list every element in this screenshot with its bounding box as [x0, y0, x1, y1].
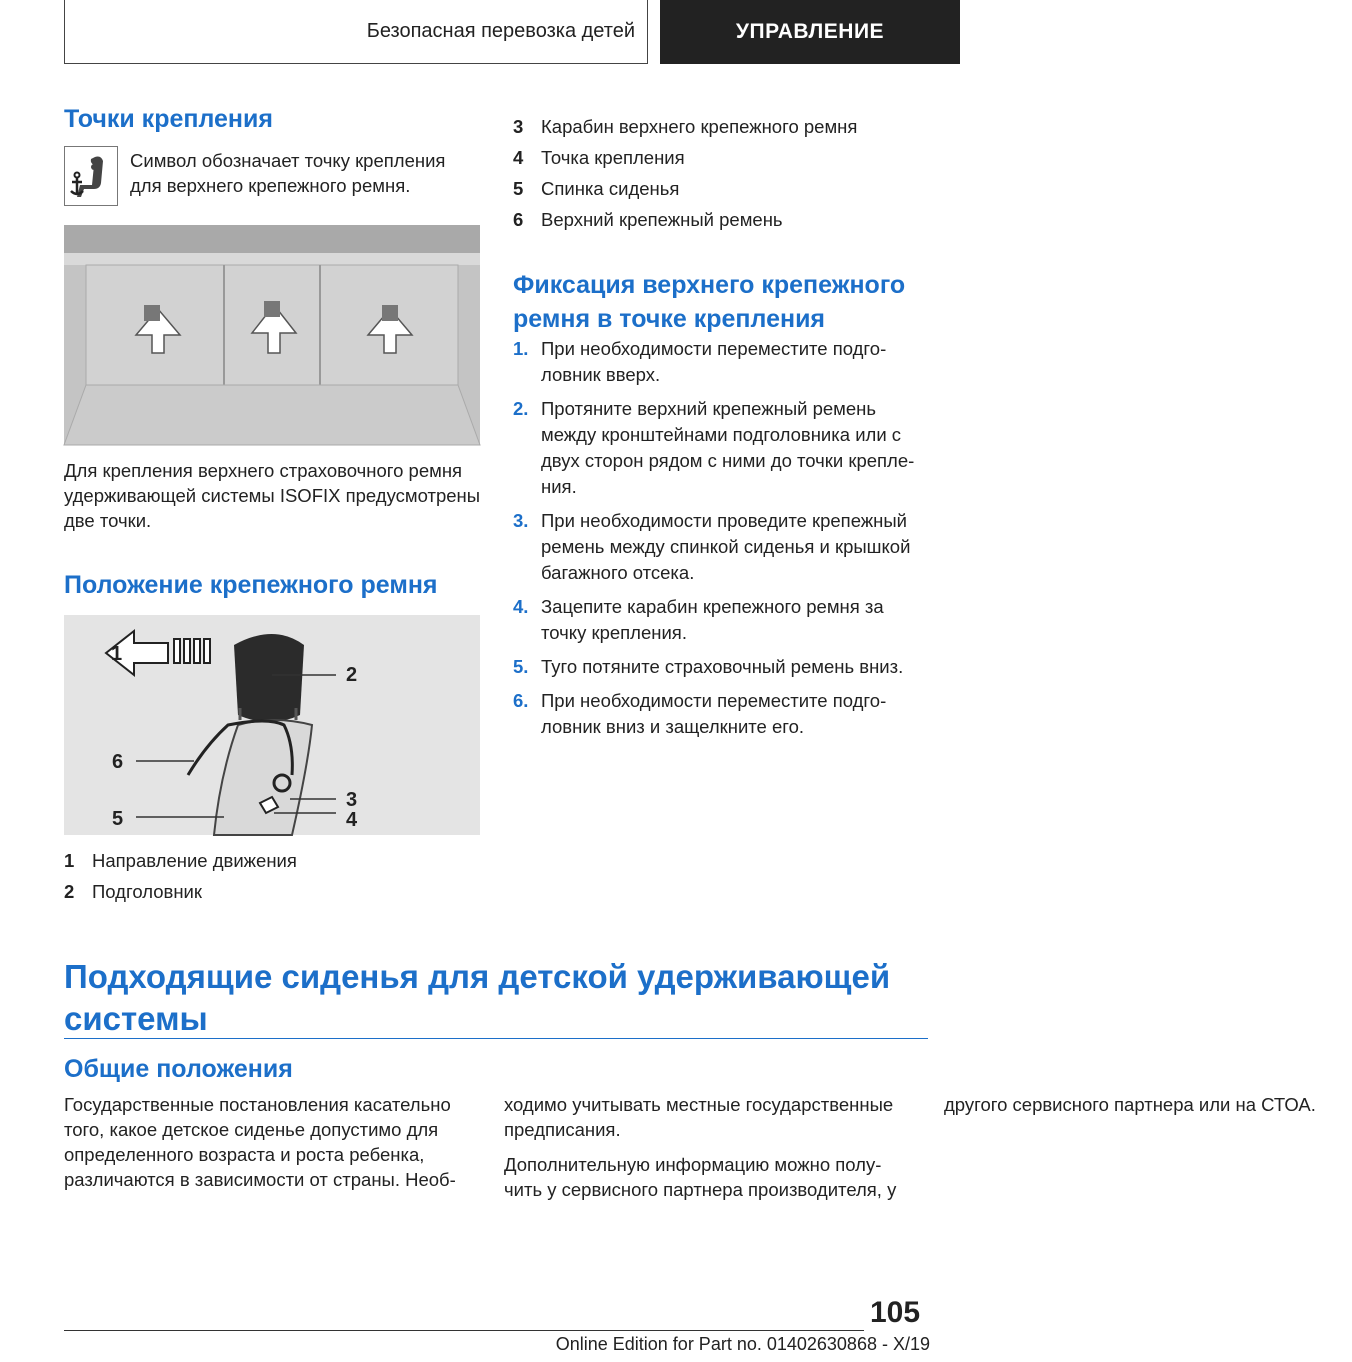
- list-item: 3. При необходимости проведите крепежный ремень между спинкой сиденья и крышкой багажного отсека.: [513, 510, 911, 583]
- headrest-strap-diagram: [64, 615, 480, 835]
- anchor-points-heading: Точки крепления: [64, 105, 273, 133]
- section-title: Безопасная перевозка детей: [366, 20, 635, 42]
- list-item: 5 Спинка сиденья: [513, 178, 680, 199]
- general-provisions-heading: Общие положения: [64, 1055, 293, 1083]
- figure-label-6: 6: [112, 751, 124, 773]
- legend-list-left: [64, 848, 480, 910]
- general-provisions-text: [64, 1092, 1316, 1212]
- list-item: 4 Точка крепления: [513, 147, 685, 168]
- list-item: 2 Подголовник: [64, 881, 202, 902]
- section-divider: [64, 1038, 928, 1039]
- figure-label-2: 2: [346, 664, 358, 686]
- isofix-paragraph: Для крепления верхнего страховочного ремня удерживающей системы ISOFIX предусмотрены две точки.: [64, 460, 481, 531]
- edition-note: Online Edition for Part no. 01402630868 - X/19: [555, 1334, 930, 1354]
- list-item: 6. При необходимости переместите подголовник вниз и защелкните его.: [513, 690, 887, 737]
- trunk-anchor-points-image: [64, 225, 480, 445]
- list-item: 2. Протяните верхний крепежный ремень между кронштейнами подголовника или с двух сторон рядом с ними до точки крепления.: [513, 398, 915, 497]
- page-number: 105: [870, 1296, 921, 1329]
- list-item: 4. Зацепите карабин крепежного ремня за точку крепления.: [513, 596, 884, 643]
- list-item: 3 Карабин верхнего крепежного ремня: [513, 116, 858, 137]
- suitable-seats-heading: Подходящие сиденья для детской удерживающей системы: [64, 958, 891, 1037]
- strap-position-heading: Положение крепежного ремня: [64, 571, 438, 599]
- symbol-description: Символ обозначает точку крепления для верхнего крепежного ремня.: [130, 150, 446, 196]
- list-item: 1 Направление движения: [64, 850, 297, 871]
- fixing-steps: [513, 336, 933, 748]
- list-item: 6 Верхний крепежный ремень: [513, 209, 783, 230]
- figure-label-4: 4: [346, 809, 358, 831]
- paragraph: Дополнительную информацию можно получить у сервисного партнера производителя, у другого сервисного партнера или на СТОА.: [504, 1094, 1316, 1200]
- legend-list-right: [513, 114, 933, 238]
- footer-divider: [64, 1330, 864, 1331]
- header-chapter-tab[interactable]: [660, 0, 960, 64]
- list-item: 5. Туго потяните страховочный ремень вниз.: [513, 656, 904, 677]
- paragraph: Государственные постановления касательно того, какое детское сиденье допустимо для определенного возраста и роста ребенка, различаются в зависимости от страны. Необходимо учитывать местные государственные предписания.: [64, 1094, 894, 1190]
- figure-label-5: 5: [112, 808, 124, 830]
- figure-label-3: 3: [346, 789, 358, 811]
- fixing-heading: Фиксация верхнего крепежного ремня в точке крепления: [513, 271, 906, 333]
- figure-label-1: 1: [111, 643, 123, 665]
- child-seat-anchor-icon: [64, 146, 118, 206]
- chapter-title: УПРАВЛЕНИЕ: [735, 20, 885, 43]
- header-section-title: [64, 0, 648, 64]
- list-item: 1. При необходимости переместите подголовник вверх.: [513, 338, 887, 385]
